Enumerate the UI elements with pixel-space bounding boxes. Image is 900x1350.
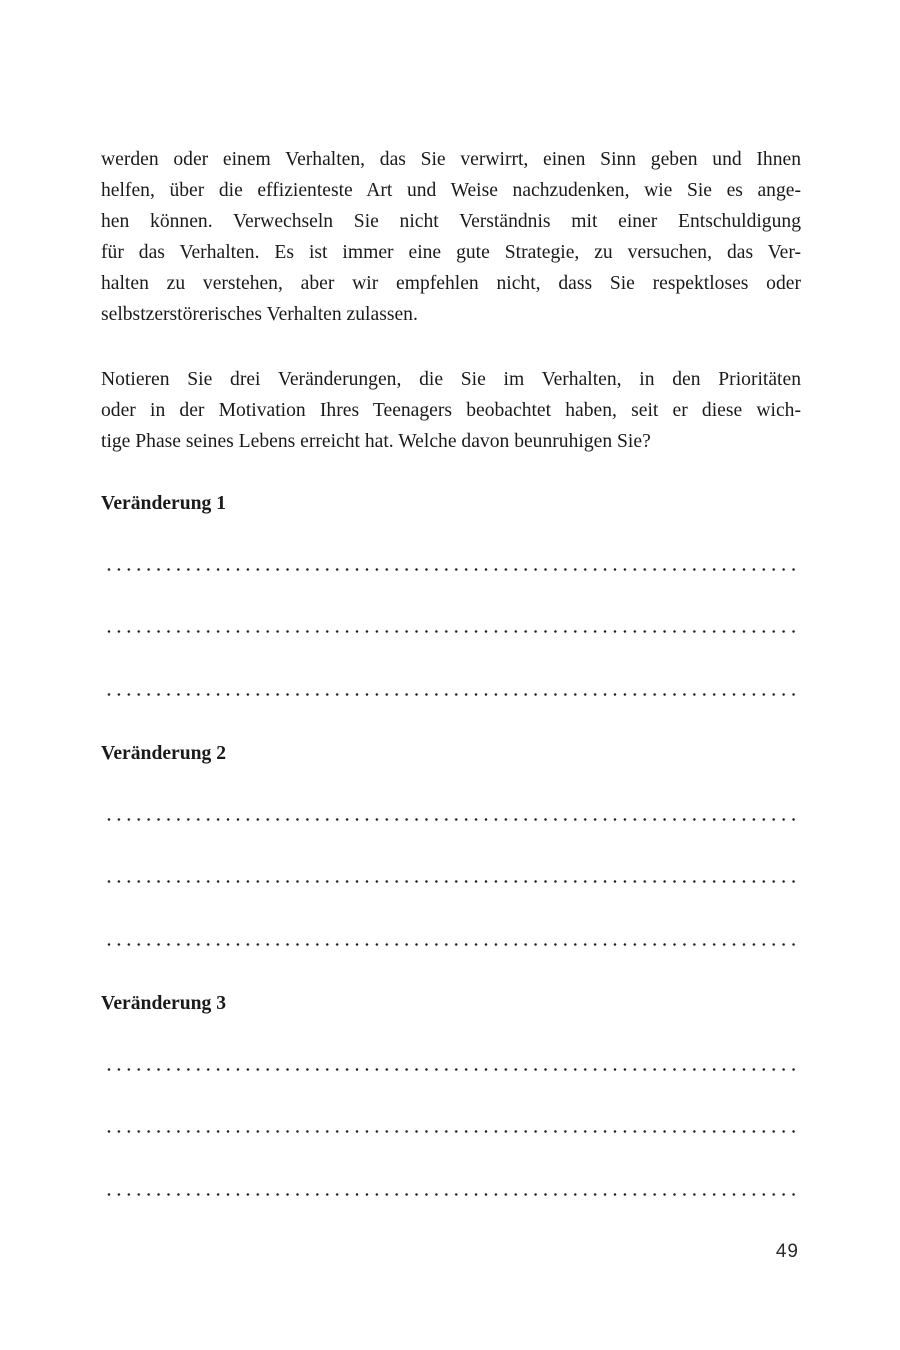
text-line: oder in der Motivation Ihres Teenagers beobachtet haben, seit er diese wich- [101, 400, 801, 421]
change-3-heading: Veränderung 3 [101, 993, 227, 1014]
answer-line[interactable] [104, 568, 798, 571]
text-line: helfen, über die effizienteste Art und Weise nachzudenken, wie Sie es ange- [101, 180, 801, 201]
intro-paragraph [101, 144, 801, 330]
text-line: Notieren Sie drei Veränderungen, die Sie im Verhalten, in den Prioritäten [101, 369, 801, 390]
answer-line[interactable] [104, 1130, 798, 1133]
answer-line[interactable] [104, 630, 798, 633]
answer-line[interactable] [104, 880, 798, 883]
instruction-paragraph [101, 364, 801, 457]
change-2-heading: Veränderung 2 [101, 743, 227, 764]
change-1-heading: Veränderung 1 [101, 493, 227, 514]
text-line: halten zu verstehen, aber wir empfehlen nicht, dass Sie respektloses oder [101, 273, 801, 294]
answer-line[interactable] [104, 818, 798, 821]
text-line: werden oder einem Verhalten, das Sie verwirrt, einen Sinn geben und Ihnen [101, 149, 801, 170]
text-line: hen können. Verwechseln Sie nicht Verständnis mit einer Entschuldigung [101, 211, 801, 232]
answer-line[interactable] [104, 1193, 798, 1196]
text-line: tige Phase seines Lebens erreicht hat. Welche davon beunruhigen Sie? [101, 431, 651, 452]
page-number: 49 [775, 1241, 799, 1262]
answer-line[interactable] [104, 693, 798, 696]
text-line: für das Verhalten. Es ist immer eine gute Strategie, zu versuchen, das Ver- [101, 242, 801, 263]
answer-line[interactable] [104, 1068, 798, 1071]
text-line: selbstzerstörerisches Verhalten zulassen. [101, 304, 418, 325]
answer-line[interactable] [104, 943, 798, 946]
